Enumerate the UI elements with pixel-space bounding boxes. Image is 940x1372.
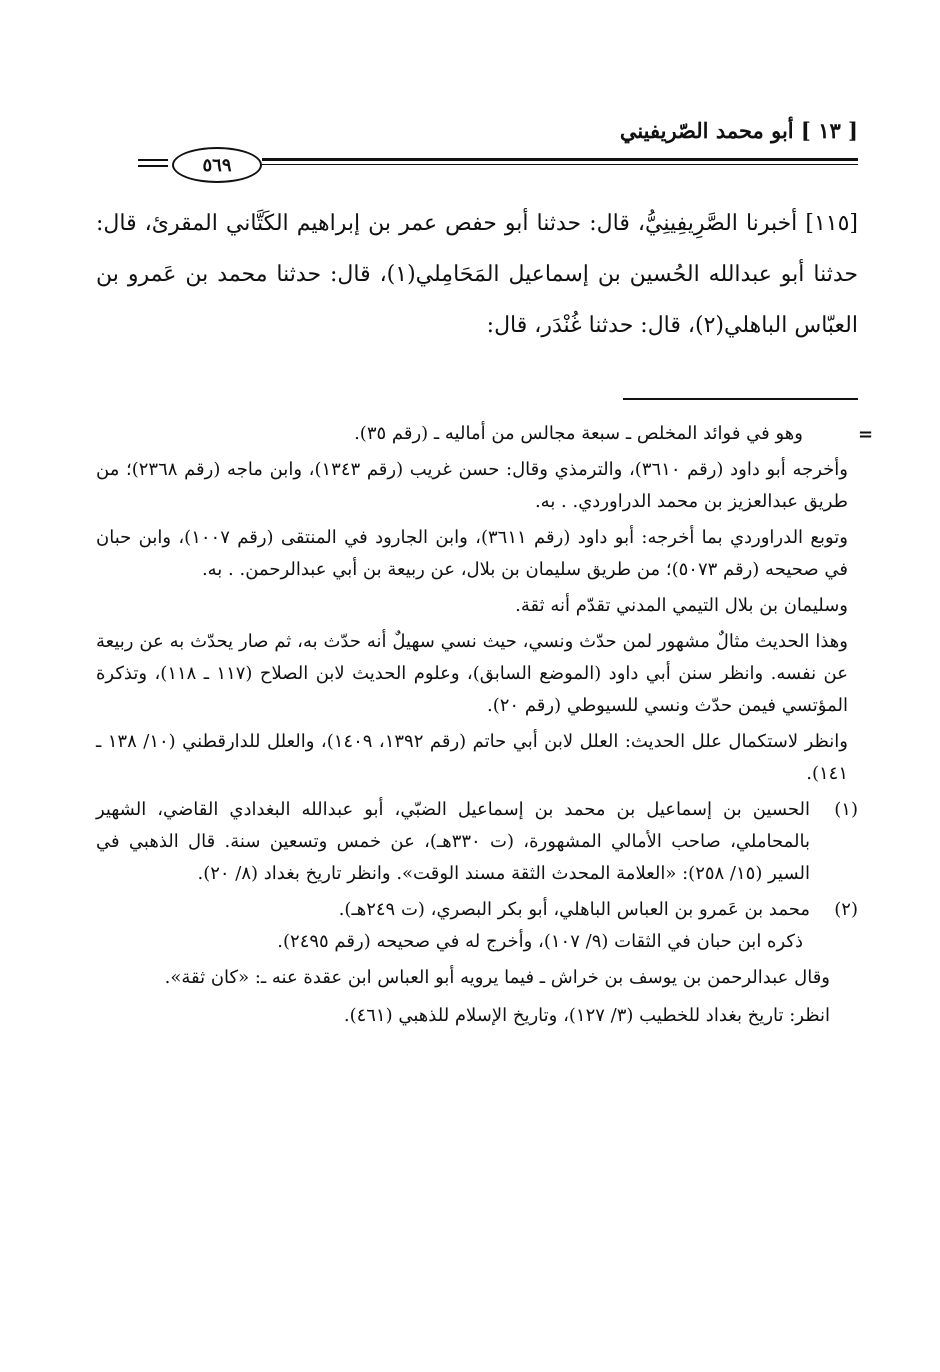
footnote-paragraph: وانظر لاستكمال علل الحديث: العلل لابن أبي حاتم (رقم ١٣٩٢، ١٤٠٩)، والعلل للدارقطني (١٠/ ١٣٨ ـ ١٤١). [96,731,848,784]
page-number: ٥٦٩ [202,154,232,176]
footnotes [96,418,858,1036]
footnote-paragraph: وأخرجه أبو داود (رقم ٣٦١٠)، والترمذي وقال: حسن غريب (رقم ١٣٤٣)، وابن ماجه (رقم ٢٣٦٨)؛ من طريق عبدالعزيز بن محمد الدراوردي. . به. [96,459,848,512]
continuation-mark: = [858,424,874,445]
hadith-paragraph: [١١٥] أخبرنا الصَّرِيفِينِيُّ، قال: حدثنا أبو حفص عمر بن إبراهيم الكَتَّاني المقرئ، قال: حدثنا أبو عبدالله الحُسين بن إسماعيل المَحَامِلي(١)، قال: حدثنا محمد بن عَمرو بن العبّاس الباهلي(٢)، قال: حدثنا غُنْدَر، قال: [96,211,858,338]
header-rule-thin [262,164,858,165]
footnote-paragraph: وهذا الحديث مثالٌ مشهور لمن حدّث ونسي، حيث نسي سهيلٌ أنه حدّث به، ثم صار يحدّث به عن ربيعة عن نفسه. وانظر سنن أبي داود (الموضع السابق)، وعلوم الحديث لابن الصلاح (١١٧ ـ ١١٨)، وتذكرة المؤتسي فيمن حدّث ونسي للسيوطي (رقم ٢٠). [96,631,848,716]
footnote-separator [623,398,858,400]
footnote-2-number: (٢) [834,899,858,920]
header-rule [262,158,858,161]
header-left-rule-2 [138,165,168,167]
footnote-2-final: انظر: تاريخ بغداد للخطيب (٣/ ١٢٧)، وتاريخ الإسلام للذهبي (٤٦١). [343,1005,830,1026]
footnote-paragraph: وتوبع الدراوردي بما أخرجه: أبو داود (رقم ٣٦١١)، وابن الجارود في المنتقى (رقم ١٠٠٧)، وابن حبان في صحيحه (رقم ٥٠٧٣)؛ من طريق سليمان بن بلال، عن ربيعة بن أبي عبدالرحمن. . به. [96,527,848,580]
page-number-badge [172,147,262,183]
footnote-1-number: (١) [834,799,858,820]
running-header-title: [ ١٣ ] أبو محمد الصّريفيني [619,118,858,143]
footnote-paragraph: وسليمان بن بلال التيمي المدني تقدّم أنه ثقة. [515,595,848,616]
footnote-1-text: الحسين بن إسماعيل بن محمد بن إسماعيل الضبّي، أبو عبدالله البغدادي القاضي، الشهير بالمحاملي، صاحب الأمالي المشهورة، (ت ٣٣٠هـ)، عن خمس وتسعين سنة. قال الذهبي في السير (١٥/ ٢٥٨): «العلامة المحدث الثقة مسند الوقت». وانظر تاريخ بغداد (٨/ ٢٠). [96,799,811,884]
main-text [96,198,858,351]
footnote-2-paragraph: ذكره ابن حبان في الثقات (٩/ ١٠٧)، وأخرج له في صحيحه (رقم ٢٤٩٥). [277,931,803,952]
footnote-2-text: محمد بن عَمرو بن العباس الباهلي، أبو بكر البصري، (ت ٢٤٩هـ). [338,899,810,920]
footnote-paragraph: وهو في فوائد المخلص ـ سبعة مجالس من أماليه ـ (رقم ٣٥). [354,423,803,444]
footnote-1 [96,794,858,890]
header-left-rule [138,159,168,161]
footnote-2 [96,894,858,926]
footnote-2-paragraph: وقال عبدالرحمن بن يوسف بن خراش ـ فيما يرويه أبو العباس ابن عقدة عنه ـ: «كان ثقة». [164,967,830,988]
